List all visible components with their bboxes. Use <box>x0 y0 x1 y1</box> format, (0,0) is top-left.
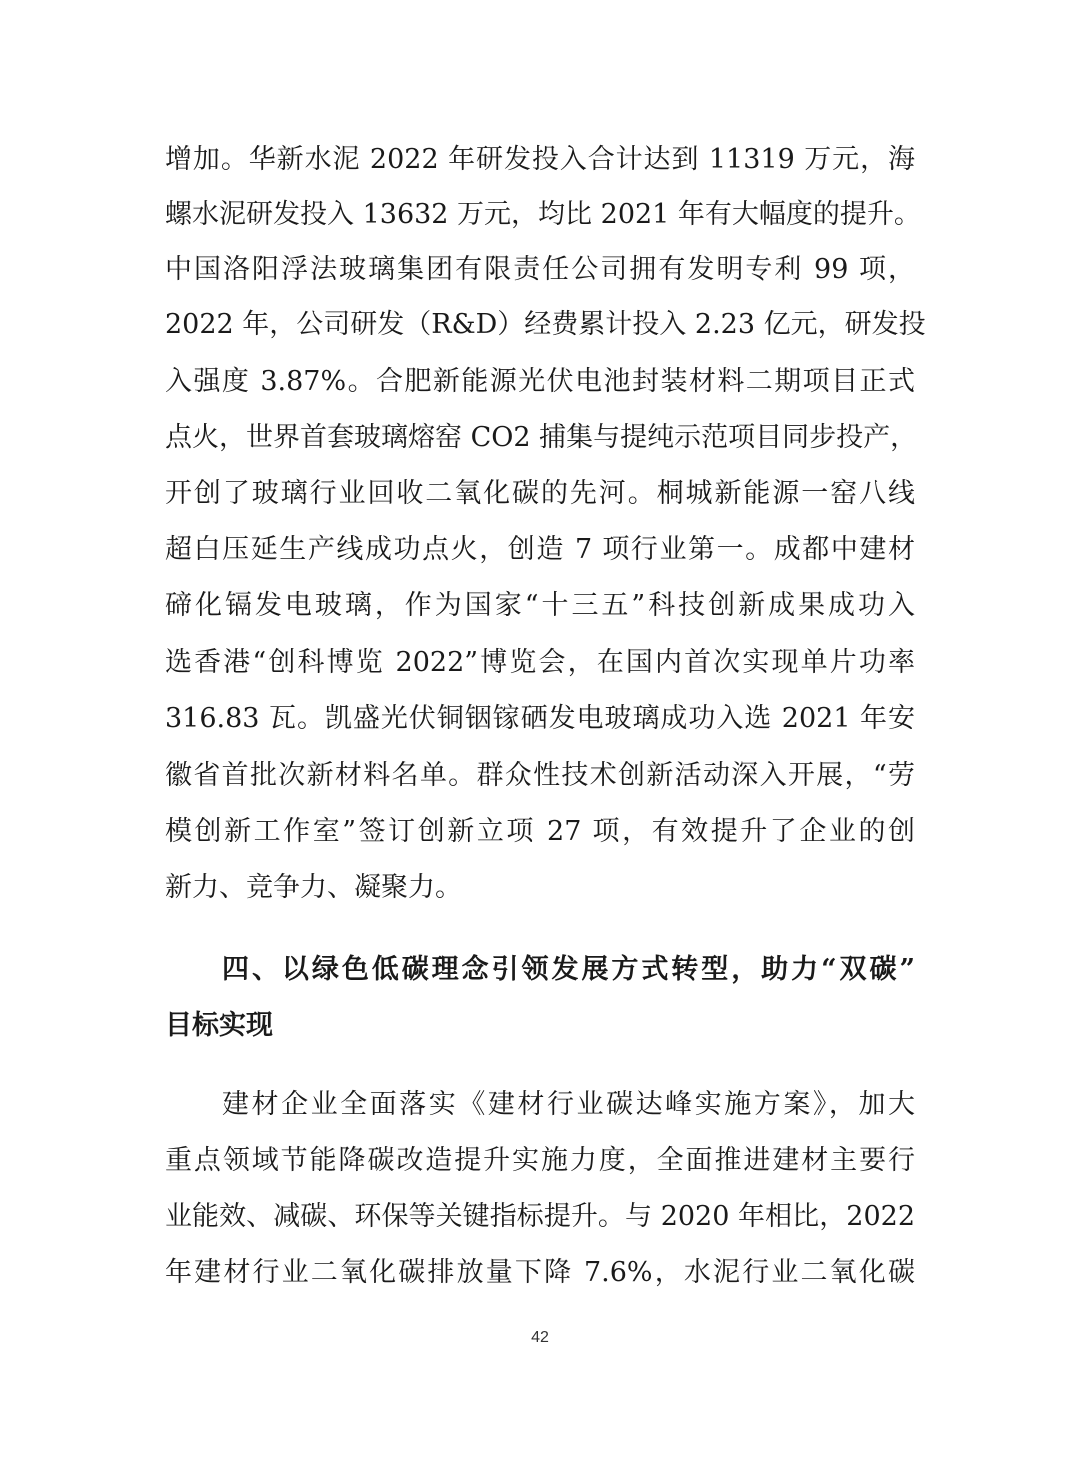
paragraph-line: 选香港“创科博览 2022”博览会，在国内首次实现单片功率 <box>165 647 915 678</box>
paragraph-line: 业能效、减碳、环保等关键指标提升。与 2020 年相比，2022 <box>165 1201 915 1232</box>
paragraph-line: 徽省首批次新材料名单。群众性技术创新活动深入开展，“劳 <box>165 760 915 791</box>
paragraph-line: 316.83 瓦。凯盛光伏铜铟镓硒发电玻璃成功入选 2021 年安 <box>165 703 915 734</box>
paragraph-line: 点火，世界首套玻璃熔窑 CO2 捕集与提纯示范项目同步投产， <box>165 422 918 453</box>
paragraph-line: 建材企业全面落实《建材行业碳达峰实施方案》，加大 <box>222 1089 915 1120</box>
paragraph-line: 新力、竞争力、凝聚力。 <box>165 872 462 903</box>
section-heading-line: 目标实现 <box>165 1010 273 1041</box>
paragraph-line: 重点领域节能降碳改造提升实施力度，全面推进建材主要行 <box>165 1145 915 1176</box>
paragraph-line: 年建材行业二氧化碳排放量下降 7.6%，水泥行业二氧化碳 <box>165 1257 915 1288</box>
paragraph-line: 碲化镉发电玻璃，作为国家“十三五”科技创新成果成功入 <box>165 590 915 621</box>
paragraph-line: 中国洛阳浮法玻璃集团有限责任公司拥有发明专利 99 项， <box>165 254 915 285</box>
paragraph-line: 超白压延生产线成功点火，创造 7 项行业第一。成都中建材 <box>165 534 915 565</box>
paragraph-line: 入强度 3.87%。合肥新能源光伏电池封装材料二期项目正式 <box>165 366 915 397</box>
paragraph-line: 增加。华新水泥 2022 年研发投入合计达到 11319 万元，海 <box>165 144 915 175</box>
section-heading-line: 四、以绿色低碳理念引领发展方式转型，助力“双碳” <box>222 954 915 985</box>
page-number: 42 <box>531 1329 549 1346</box>
paragraph-line: 模创新工作室”签订创新立项 27 项，有效提升了企业的创 <box>165 816 915 847</box>
paragraph-line: 开创了玻璃行业回收二氧化碳的先河。桐城新能源一窑八线 <box>165 478 915 509</box>
paragraph-line: 2022 年，公司研发（R&D）经费累计投入 2.23 亿元，研发投 <box>165 309 926 340</box>
paragraph-line: 螺水泥研发投入 13632 万元，均比 2021 年有大幅度的提升。 <box>165 199 921 230</box>
